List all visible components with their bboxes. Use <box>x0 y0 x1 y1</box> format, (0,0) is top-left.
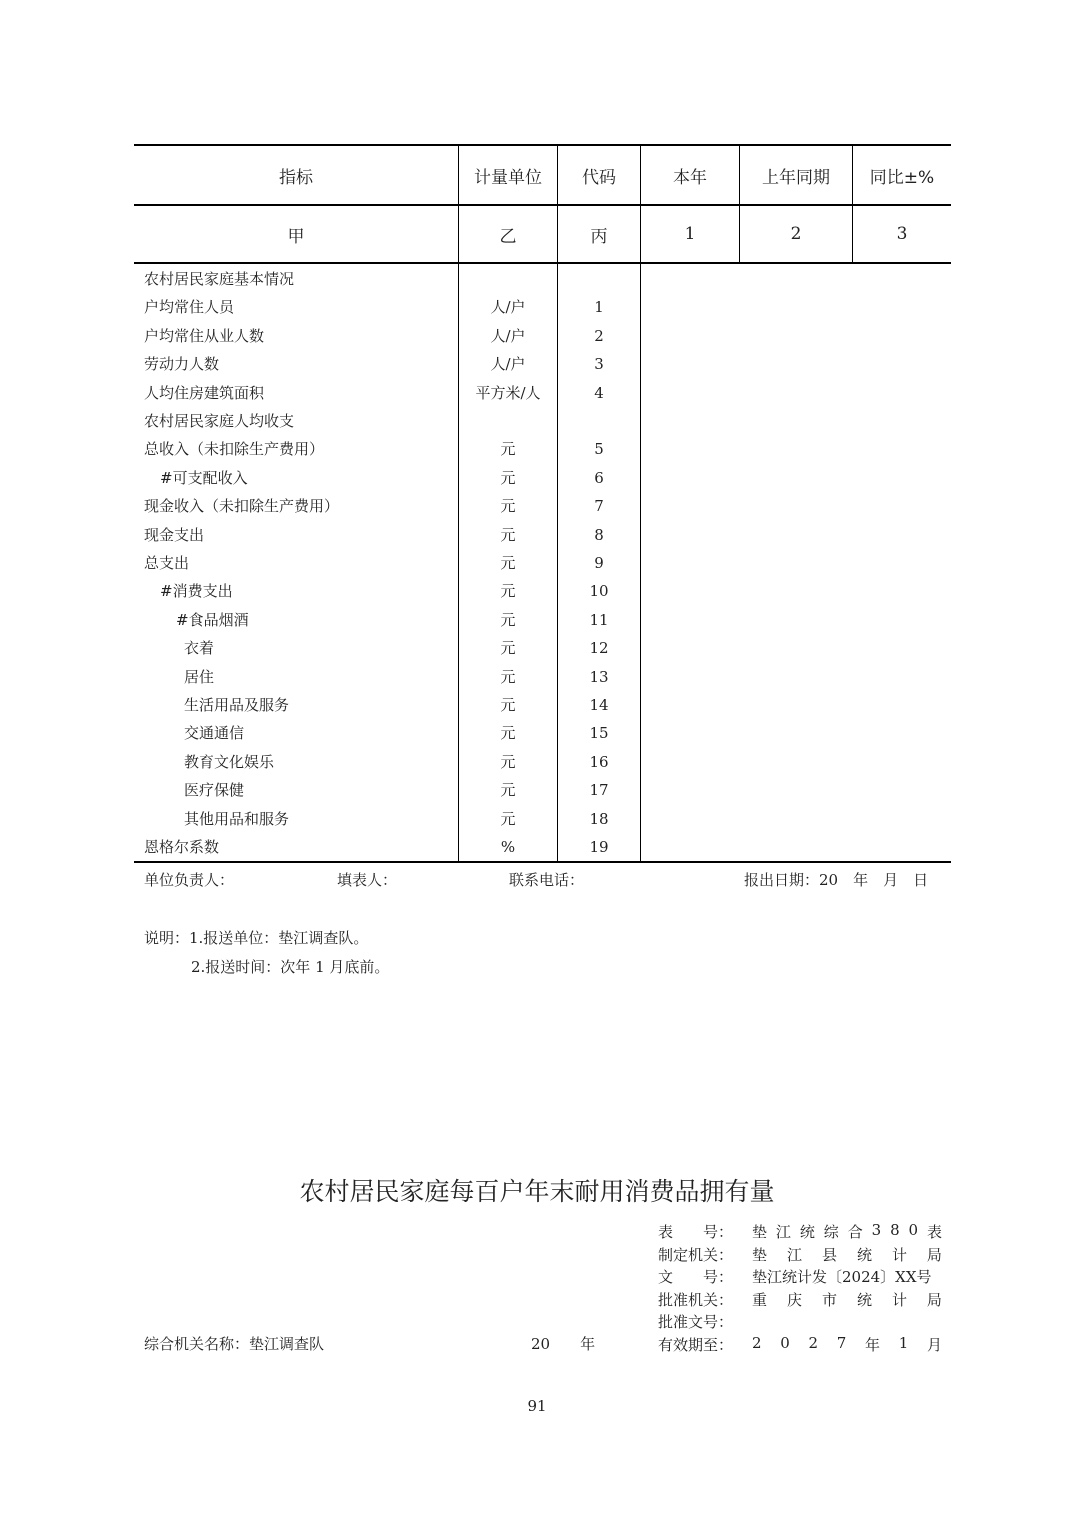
unit-cell: 元 <box>500 696 516 714</box>
unit-cell: 元 <box>500 497 516 516</box>
indicator-cell: 户均常住人员 <box>144 298 235 317</box>
indicator-cell: 劳动力人数 <box>144 355 220 374</box>
unit-cell: 人/户 <box>490 355 526 374</box>
meta-value: 垫 江 统 综 合 3 8 0 表 <box>752 1221 942 1241</box>
table-row <box>134 322 641 350</box>
org-name: 综合机关名称：垫江调查队 <box>144 1335 325 1353</box>
unit-cell: 元 <box>500 440 516 459</box>
code-cell: 15 <box>589 724 609 743</box>
meta-value: 2 0 2 7 年 1 月 <box>752 1334 942 1354</box>
code-cell: 5 <box>594 440 604 459</box>
table-row <box>134 549 641 577</box>
table-row <box>134 521 641 549</box>
code-cell: 19 <box>589 838 609 856</box>
table-row <box>134 577 641 605</box>
table-row <box>134 407 641 435</box>
unit-cell: 人/户 <box>490 298 526 317</box>
unit-cell: 元 <box>500 639 516 658</box>
code-cell: 11 <box>589 610 609 629</box>
indicator-cell: 生活用品及服务 <box>184 696 290 714</box>
unit-cell: 元 <box>500 582 516 601</box>
indicator-cell: 现金收入（未扣除生产费用） <box>144 497 340 516</box>
indicator-cell: 人均住房建筑面积 <box>144 383 265 402</box>
header-code: 代码 <box>582 167 616 188</box>
header-last-year: 上年同期 <box>762 167 830 188</box>
meta-label: 制定机关： <box>658 1245 734 1264</box>
indicator-cell: 总收入（未扣除生产费用） <box>144 440 325 459</box>
table-row <box>134 719 641 747</box>
code-cell: 17 <box>589 781 609 800</box>
meta-label: 表 号： <box>658 1223 734 1241</box>
header-yoy: 同比±% <box>869 167 935 188</box>
indicator-cell: 户均常住从业人数 <box>144 326 265 345</box>
table-row <box>134 606 641 634</box>
indicator-cell: 总支出 <box>144 554 190 572</box>
table-row <box>134 833 641 861</box>
meta-label: 文 号： <box>658 1268 734 1287</box>
indicator-cell: #食品烟酒 <box>176 610 249 629</box>
table-row <box>134 464 641 492</box>
subheader-this-year: 1 <box>684 224 696 244</box>
unit-cell: 元 <box>500 809 516 828</box>
code-cell: 7 <box>594 497 604 516</box>
unit-cell: 元 <box>500 752 516 771</box>
meta-value: 垫 江 县 统 计 局 <box>752 1245 942 1264</box>
subheader-rule <box>134 262 951 264</box>
subheader-yoy: 3 <box>896 224 908 244</box>
meta-value: 重 庆 市 统 计 局 <box>752 1290 942 1309</box>
form-title: 农村居民家庭每百户年末耐用消费品拥有量 <box>299 1177 775 1206</box>
subheader-last-year: 2 <box>790 224 802 244</box>
note-line-1: 说明：1.报送单位：垫江调查队。 <box>144 929 369 947</box>
unit-cell: 元 <box>500 468 516 487</box>
responsible-label: 单位负责人： <box>144 871 235 889</box>
table-row <box>134 492 641 520</box>
unit-cell: 元 <box>500 724 516 743</box>
note-line-2: 2.报送时间：次年 1 月底前。 <box>191 958 390 976</box>
indicator-cell: 农村居民家庭人均收支 <box>144 412 295 430</box>
report-year: 20 年 <box>531 1335 596 1353</box>
indicator-cell: 衣着 <box>184 639 215 658</box>
table-row <box>134 293 641 321</box>
meta-label: 批准文号： <box>658 1313 734 1332</box>
table-row <box>134 691 641 719</box>
code-cell: 9 <box>594 554 604 572</box>
code-cell: 3 <box>594 355 604 374</box>
indicator-cell: #消费支出 <box>160 582 233 601</box>
unit-cell: 平方米/人 <box>475 383 541 402</box>
unit-cell: 元 <box>500 554 516 572</box>
code-cell: 18 <box>589 809 609 828</box>
meta-label: 有效期至： <box>658 1336 734 1354</box>
page-number: 91 <box>527 1397 547 1415</box>
unit-cell: 元 <box>500 781 516 800</box>
indicator-cell: 教育文化娱乐 <box>184 752 275 771</box>
code-cell: 16 <box>589 752 609 771</box>
table-bottom-rule <box>134 861 951 863</box>
table-row <box>134 805 641 833</box>
indicator-cell: 恩格尔系数 <box>144 838 220 856</box>
unit-cell: 元 <box>500 610 516 629</box>
unit-cell: 元 <box>500 525 516 544</box>
table-row <box>134 435 641 463</box>
table-row <box>134 634 641 662</box>
code-cell: 1 <box>594 298 604 317</box>
meta-label: 批准机关： <box>658 1290 734 1309</box>
unit-cell: 人/户 <box>490 326 526 345</box>
phone-label: 联系电话： <box>509 871 585 889</box>
indicator-cell: 交通通信 <box>184 724 245 743</box>
report-date-label: 报出日期：20 年 月 日 <box>744 871 929 889</box>
table-row <box>134 265 641 293</box>
indicator-cell: 居住 <box>184 667 215 686</box>
unit-cell: % <box>500 838 516 856</box>
code-cell: 6 <box>594 468 604 487</box>
table-row <box>134 379 641 407</box>
table-row <box>134 350 641 378</box>
subheader-unit: 乙 <box>499 226 517 247</box>
unit-cell: 元 <box>500 667 516 686</box>
indicator-cell: 其他用品和服务 <box>184 809 290 828</box>
header-indicator: 指标 <box>279 167 313 188</box>
code-cell: 10 <box>589 582 609 601</box>
table-row <box>134 776 641 804</box>
table-row <box>134 748 641 776</box>
subheader-indicator: 甲 <box>287 226 305 247</box>
indicator-cell: 农村居民家庭基本情况 <box>144 270 295 288</box>
header-this-year: 本年 <box>673 167 707 188</box>
indicator-cell: 现金支出 <box>144 525 205 544</box>
indicator-cell: #可支配收入 <box>160 468 248 487</box>
code-cell: 13 <box>589 667 609 686</box>
code-cell: 14 <box>589 696 609 714</box>
header-unit: 计量单位 <box>474 167 542 188</box>
code-cell: 12 <box>589 639 609 658</box>
code-cell: 2 <box>594 326 604 345</box>
subheader-code: 丙 <box>590 226 608 247</box>
filler-label: 填表人： <box>337 871 398 889</box>
meta-value: 垫江统计发〔2024〕XX号 <box>752 1268 932 1287</box>
code-cell: 8 <box>594 525 604 544</box>
code-cell: 4 <box>594 383 604 402</box>
indicator-cell: 医疗保健 <box>184 781 245 800</box>
table-row <box>134 663 641 691</box>
